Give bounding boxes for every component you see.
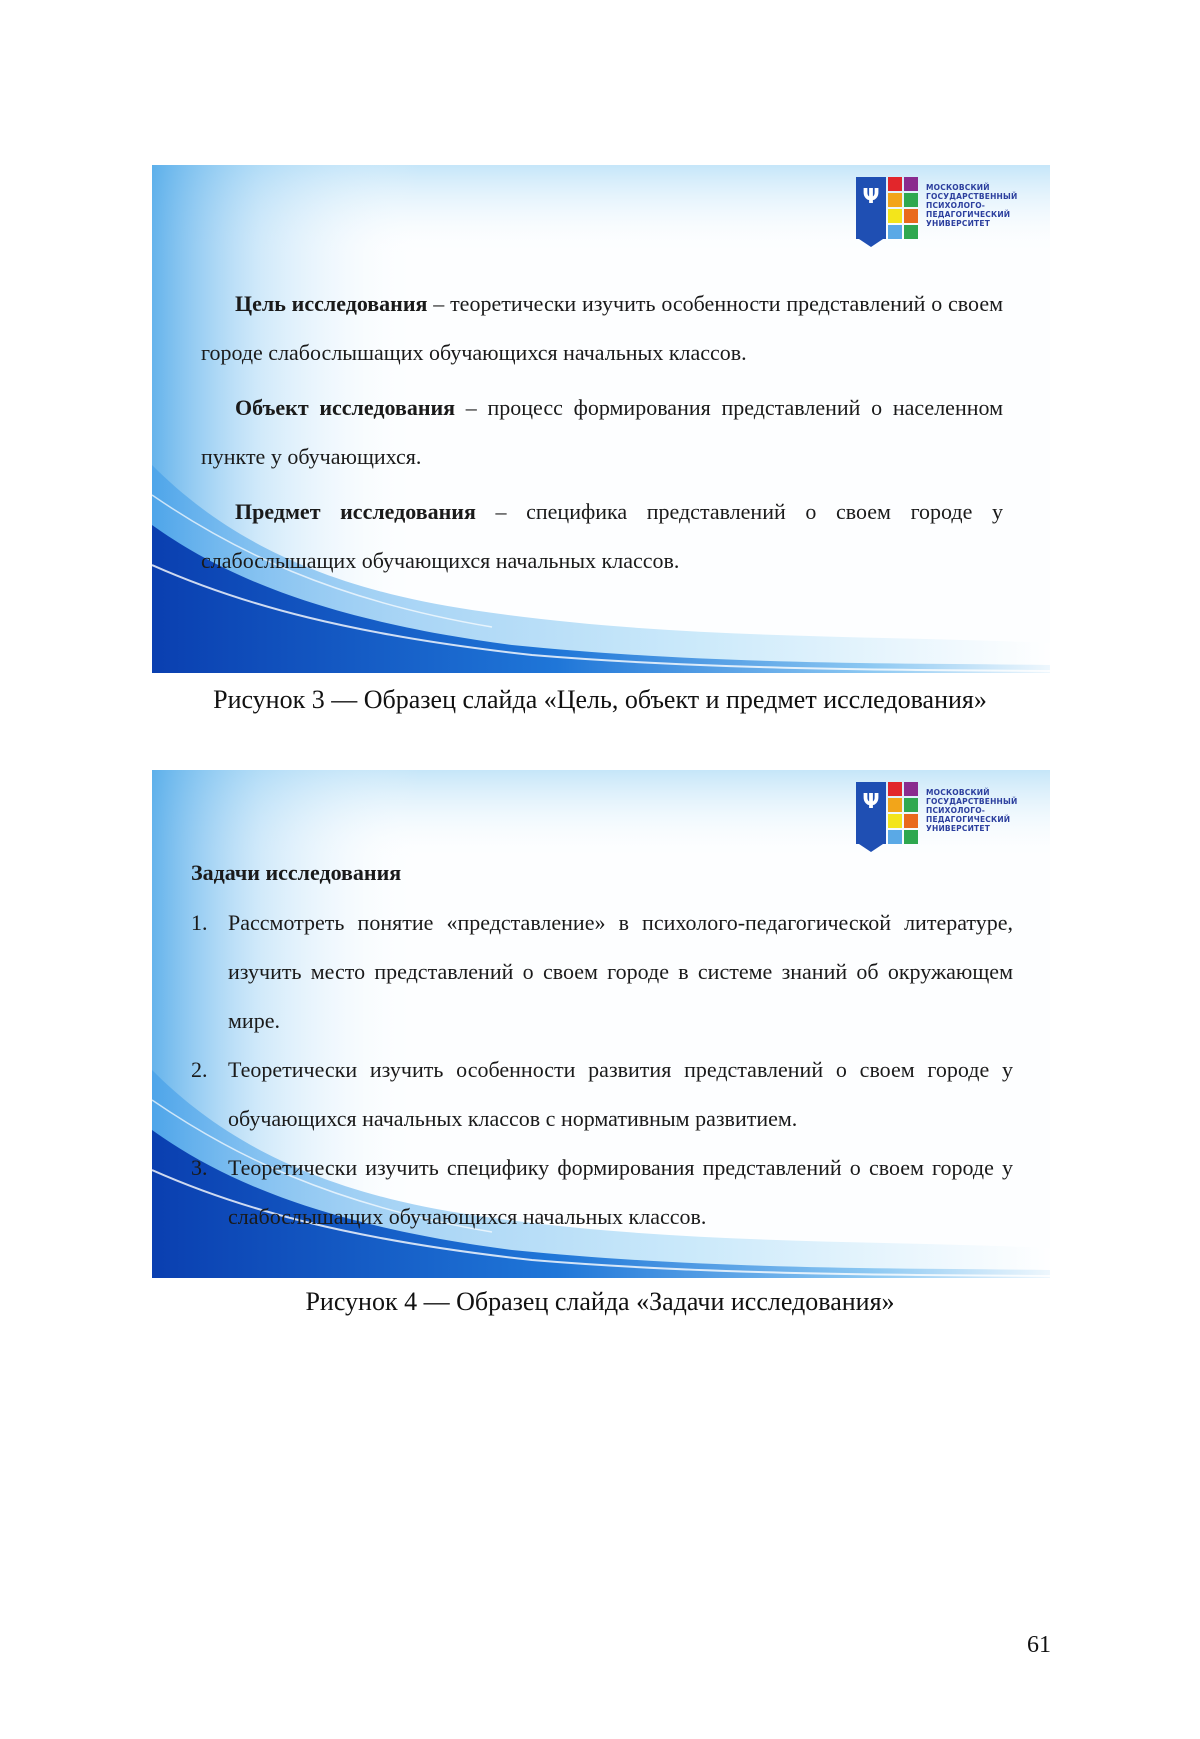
list-item-number: 1. — [191, 910, 208, 935]
university-name: МОСКОВСКИЙ ГОСУДАРСТВЕННЫЙ ПСИХОЛОГО- ПЕДАГОГИЧЕСКИЙ УНИВЕРСИТЕТ — [926, 183, 1018, 228]
slide-goal-object-subject — [152, 165, 1050, 673]
list-item-number: 2. — [191, 1057, 208, 1082]
list-item — [191, 1045, 1013, 1143]
page-number: 61 — [1027, 1632, 1051, 1658]
list-item-text: Теоретически изучить специфику формирования представлений о своем городе у слабослышащих обучающихся начальных классов. — [228, 1155, 1013, 1229]
subject-paragraph — [201, 487, 1003, 585]
slide-body — [191, 852, 1013, 1241]
list-item — [191, 898, 1013, 1045]
university-logo — [854, 175, 1030, 247]
object-text: – процесс формирования представлений о населенном пункте у обучающихся. — [201, 395, 1003, 469]
university-emblem-icon — [854, 175, 922, 247]
svg-text:Ψ: Ψ — [862, 184, 880, 208]
university-emblem-icon — [854, 780, 922, 852]
list-item — [191, 1143, 1013, 1241]
list-item-text: Теоретически изучить особенности развития представлений о своем городе у обучающихся начальных классов с нормативным развитием. — [228, 1057, 1013, 1131]
goal-paragraph — [201, 279, 1003, 377]
subject-label: Предмет исследования — [235, 499, 476, 524]
university-logo — [854, 780, 1030, 852]
svg-text:Ψ: Ψ — [862, 789, 880, 813]
object-label: Объект исследования — [235, 395, 456, 420]
tasks-list — [191, 898, 1013, 1241]
slide-research-tasks — [152, 770, 1050, 1278]
slide-body — [201, 279, 1003, 585]
tasks-title: Задачи исследования — [191, 860, 402, 885]
goal-text: – теоретически изучить особенности представлений о своем городе слабослышащих обучающихся начальных классов. — [201, 291, 1003, 365]
goal-label: Цель исследования — [235, 291, 428, 316]
subject-text: – специфика представлений о своем городе у слабослышащих обучающихся начальных классов. — [201, 499, 1003, 573]
figure-caption-3: Рисунок 3 — Образец слайда «Цель, объект и предмет исследования» — [213, 685, 987, 714]
list-item-text: Рассмотреть понятие «представление» в психолого-педагогической литературе, изучить место представлений о своем городе в системе знаний об окружающем мире. — [228, 910, 1013, 1033]
figure-caption-4: Рисунок 4 — Образец слайда «Задачи исследования» — [305, 1287, 895, 1316]
object-paragraph — [201, 383, 1003, 481]
list-item-number: 3. — [191, 1155, 208, 1180]
university-name: МОСКОВСКИЙ ГОСУДАРСТВЕННЫЙ ПСИХОЛОГО- ПЕДАГОГИЧЕСКИЙ УНИВЕРСИТЕТ — [926, 788, 1018, 833]
